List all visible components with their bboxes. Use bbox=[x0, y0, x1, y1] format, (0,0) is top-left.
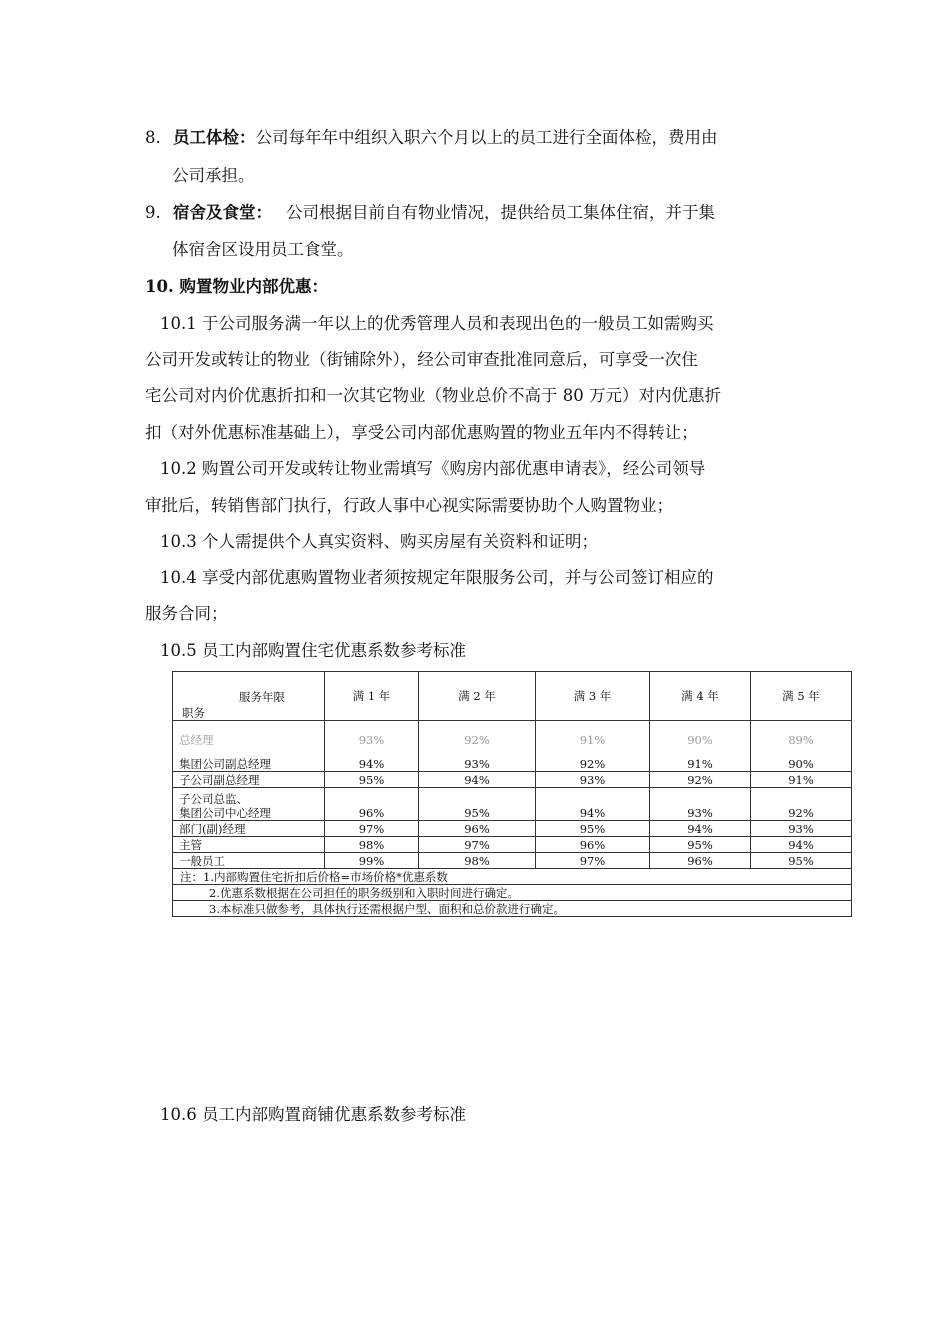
para-10-3: 10.3 个人需提供个人真实资料、购买房屋有关资料和证明； bbox=[160, 532, 598, 551]
para-10-1-line-1: 10.1 于公司服务满一年以上的优秀管理人员和表现出色的一般员工如需购买 bbox=[160, 314, 714, 333]
item-8-number: 8. bbox=[145, 128, 161, 147]
value-cell: 91% bbox=[751, 772, 852, 788]
table-row bbox=[173, 821, 852, 837]
table-note-3: 3.本标准只做参考，具体执行还需根据户型、面积和总价款进行确定。 bbox=[173, 901, 852, 917]
discount-coefficient-table bbox=[172, 671, 852, 917]
value-cell: 93% bbox=[325, 721, 419, 748]
value-cell: 89% bbox=[751, 721, 852, 748]
value-cell: 96% bbox=[325, 788, 419, 821]
table-row bbox=[173, 788, 852, 821]
para-10-5-title: 10.5 员工内部购置住宅优惠系数参考标准 bbox=[160, 641, 466, 660]
value-cell: 94% bbox=[536, 788, 650, 821]
value-cell: 94% bbox=[419, 772, 536, 788]
value-cell: 96% bbox=[536, 837, 650, 853]
table-note-row bbox=[173, 901, 852, 917]
header-year-4: 满 4 年 bbox=[650, 672, 751, 721]
value-cell: 90% bbox=[751, 747, 852, 772]
role-cell: 总经理 bbox=[173, 721, 325, 748]
header-year-3: 满 3 年 bbox=[536, 672, 650, 721]
value-cell: 98% bbox=[419, 853, 536, 869]
para-10-1-line-3: 宅公司对内价优惠折扣和一次其它物业（物业总价不高于 80 万元）对内优惠折 bbox=[145, 386, 721, 405]
corner-label-position: 职务 bbox=[182, 706, 205, 720]
value-cell: 97% bbox=[419, 837, 536, 853]
header-year-2: 满 2 年 bbox=[419, 672, 536, 721]
corner-label-service-years: 服务年限 bbox=[239, 690, 285, 704]
role-cell: 一般员工 bbox=[173, 853, 325, 869]
table-row bbox=[173, 721, 852, 748]
table-corner-cell bbox=[173, 672, 325, 721]
item-9-title: 宿舍及食堂： bbox=[173, 203, 272, 222]
value-cell: 95% bbox=[751, 853, 852, 869]
table-header-row bbox=[173, 672, 852, 721]
value-cell: 93% bbox=[650, 788, 751, 821]
value-cell: 95% bbox=[325, 772, 419, 788]
table-row bbox=[173, 837, 852, 853]
table-row bbox=[173, 772, 852, 788]
role-cell: 子公司副总经理 bbox=[173, 772, 325, 788]
item-8-text: 公司每年年中组织入职六个月以上的员工进行全面体检，费用由 bbox=[255, 128, 718, 147]
item-9-line-1 bbox=[145, 201, 815, 225]
para-10-2-line-2: 审批后，转销售部门执行，行政人事中心视实际需要协助个人购置物业； bbox=[145, 496, 673, 515]
item-9-line-2: 体宿舍区设用员工食堂。 bbox=[172, 240, 354, 259]
item-9-text: 公司根据目前自有物业情况，提供给员工集体住宿，并于集 bbox=[286, 203, 715, 222]
table-note-2: 2.优惠系数根据在公司担任的职务级别和入职时间进行确定。 bbox=[173, 885, 852, 901]
item-8-line-2: 公司承担。 bbox=[172, 166, 255, 185]
para-10-4-line-2: 服务合同； bbox=[145, 604, 228, 623]
header-year-1: 满 1 年 bbox=[325, 672, 419, 721]
value-cell: 95% bbox=[650, 837, 751, 853]
value-cell: 96% bbox=[419, 821, 536, 837]
para-10-1-line-4: 扣（对外优惠标准基础上），享受公司内部优惠购置的物业五年内不得转让； bbox=[145, 423, 698, 442]
value-cell: 92% bbox=[536, 747, 650, 772]
value-cell: 95% bbox=[419, 788, 536, 821]
role-cell: 部门(副)经理 bbox=[173, 821, 325, 837]
value-cell: 93% bbox=[536, 772, 650, 788]
value-cell: 94% bbox=[751, 837, 852, 853]
value-cell: 91% bbox=[536, 721, 650, 748]
para-10-1-line-2: 公司开发或转让的物业（街铺除外），经公司审查批准同意后，可享受一次住 bbox=[145, 350, 698, 369]
item-9-number: 9. bbox=[145, 203, 161, 222]
role-cell: 集团公司副总经理 bbox=[173, 747, 325, 772]
value-cell: 99% bbox=[325, 853, 419, 869]
table-note-row bbox=[173, 885, 852, 901]
role-cell-line-2: 集团公司中心经理 bbox=[179, 806, 271, 820]
value-cell: 98% bbox=[325, 837, 419, 853]
value-cell: 92% bbox=[650, 772, 751, 788]
value-cell: 91% bbox=[650, 747, 751, 772]
item-8-title: 员工体检： bbox=[173, 128, 256, 147]
value-cell: 94% bbox=[325, 747, 419, 772]
para-10-6-title: 10.6 员工内部购置商铺优惠系数参考标准 bbox=[160, 1105, 466, 1124]
value-cell: 93% bbox=[751, 821, 852, 837]
role-cell bbox=[173, 788, 325, 821]
value-cell: 97% bbox=[536, 853, 650, 869]
value-cell: 90% bbox=[650, 721, 751, 748]
value-cell: 93% bbox=[419, 747, 536, 772]
item-10-heading: 10. 购置物业内部优惠： bbox=[145, 277, 328, 296]
header-year-5: 满 5 年 bbox=[751, 672, 852, 721]
table-row bbox=[173, 853, 852, 869]
role-cell: 主管 bbox=[173, 837, 325, 853]
value-cell: 94% bbox=[650, 821, 751, 837]
role-cell-line-1: 子公司总监、 bbox=[179, 792, 248, 806]
table-note-row bbox=[173, 869, 852, 885]
para-10-2-line-1: 10.2 购置公司开发或转让物业需填写《购房内部优惠申请表》，经公司领导 bbox=[160, 459, 706, 478]
value-cell: 96% bbox=[650, 853, 751, 869]
item-8-line-1 bbox=[145, 126, 815, 150]
table-note-1: 注：1.内部购置住宅折扣后价格=市场价格*优惠系数 bbox=[173, 869, 852, 885]
value-cell: 92% bbox=[751, 788, 852, 821]
para-10-4-line-1: 10.4 享受内部优惠购置物业者须按规定年限服务公司，并与公司签订相应的 bbox=[160, 568, 714, 587]
value-cell: 92% bbox=[419, 721, 536, 748]
value-cell: 95% bbox=[536, 821, 650, 837]
value-cell: 97% bbox=[325, 821, 419, 837]
table-row bbox=[173, 747, 852, 772]
